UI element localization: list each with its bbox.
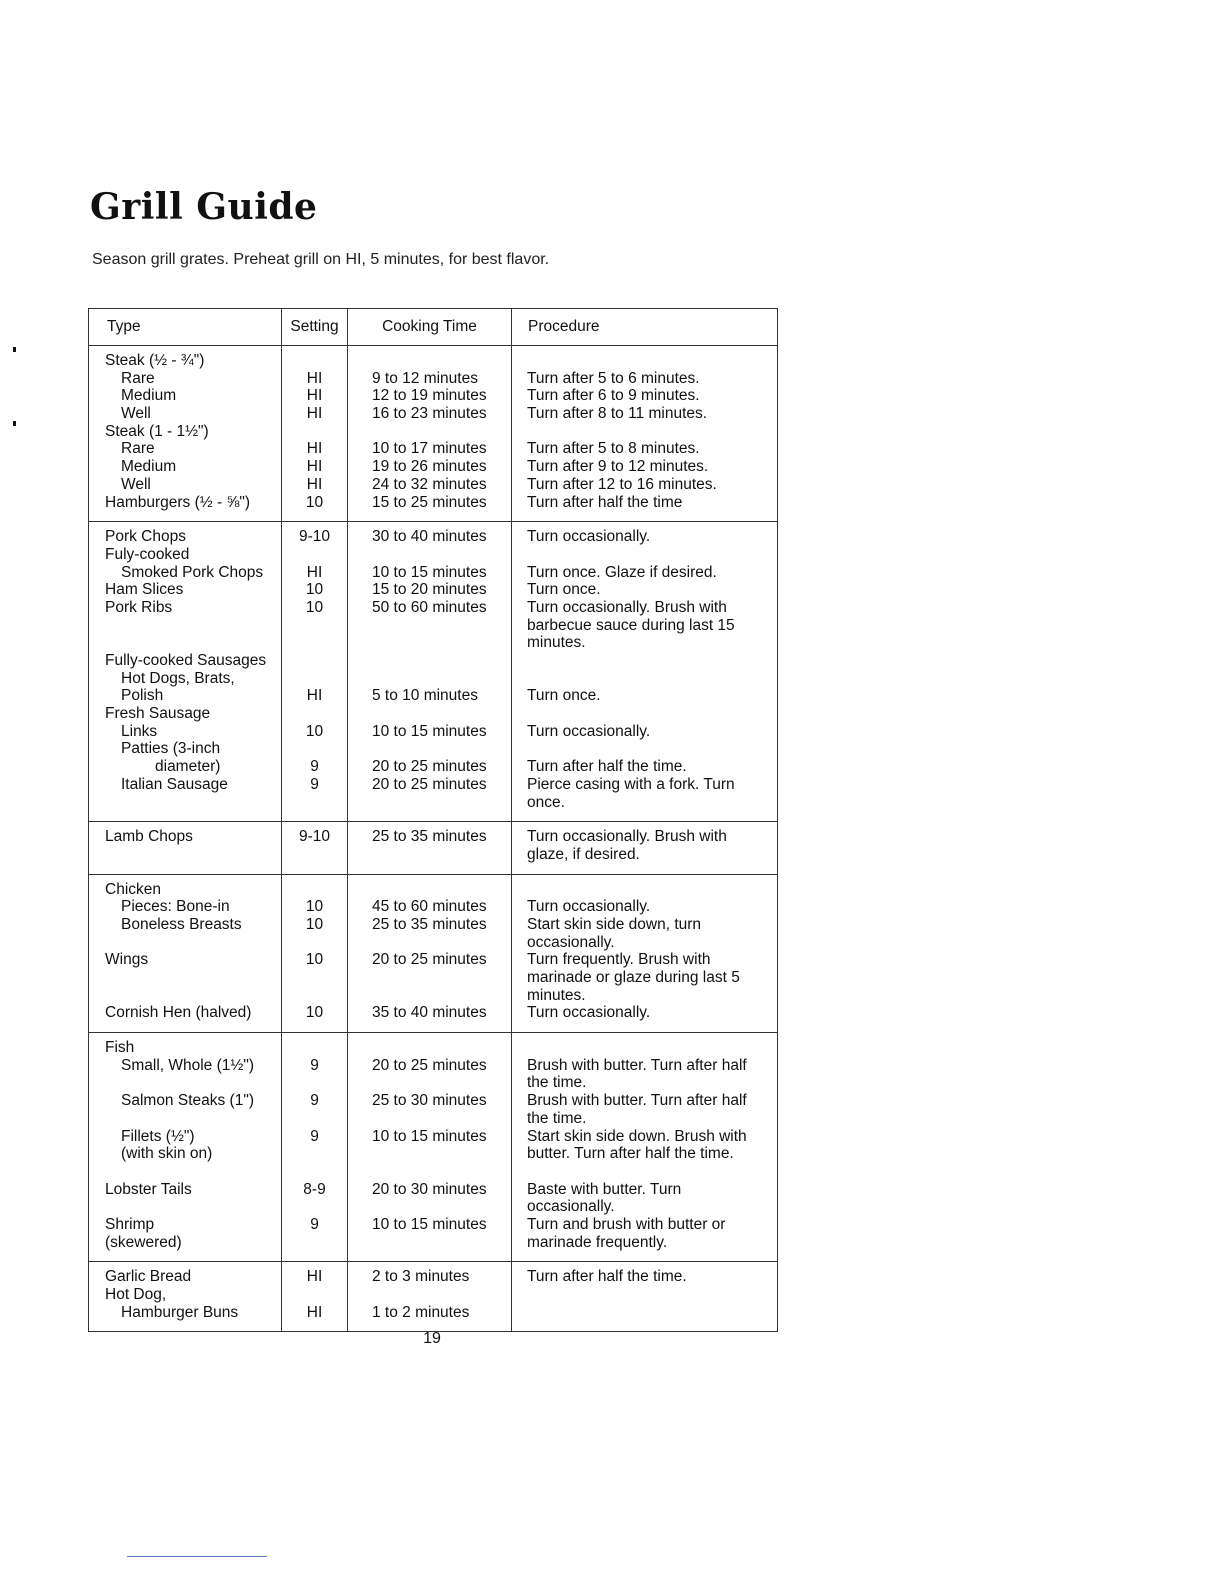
time-cell (348, 705, 511, 723)
time-cell (348, 634, 511, 652)
time-cell: 45 to 60 minutes (372, 898, 487, 916)
setting-column (281, 1033, 347, 1261)
type-cell: Small, Whole (1½") (121, 1056, 254, 1074)
type-cell (89, 1198, 281, 1216)
setting-cell: HI (306, 440, 323, 458)
procedure-cell: Turn occasionally. Brush with (527, 828, 727, 846)
page-title: Grill Guide (90, 186, 318, 228)
procedure-cell: minutes. (527, 634, 586, 652)
type-cell: Fully-cooked Sausages (105, 652, 267, 669)
time-cell: 15 to 20 minutes (372, 581, 487, 599)
type-cell: Fish (105, 1039, 135, 1057)
time-cell: 24 to 32 minutes (372, 475, 487, 493)
procedure-cell: Turn once. (527, 581, 601, 599)
time-cell (348, 969, 511, 987)
procedure-cell: the time. (527, 1074, 587, 1092)
time-cell: 20 to 25 minutes (372, 1056, 487, 1074)
setting-cell: HI (306, 563, 323, 581)
time-cell: 12 to 19 minutes (372, 387, 487, 405)
header-procedure: Procedure (511, 309, 777, 345)
setting-cell (282, 617, 347, 635)
setting-cell (282, 670, 347, 688)
type-cell: Smoked Pork Chops (121, 563, 264, 581)
type-cell: Links (121, 722, 158, 740)
setting-cell: 9 (310, 1215, 319, 1233)
time-cell: 10 to 17 minutes (372, 440, 487, 458)
setting-cell (282, 934, 347, 952)
type-cell: Lamb Chops (105, 828, 193, 846)
header-cooking-time: Cooking Time (347, 309, 511, 345)
procedure-cell: Turn occasionally. (527, 528, 651, 546)
table-header-row (89, 309, 777, 346)
setting-cell: 10 (305, 581, 324, 599)
setting-cell (282, 846, 347, 864)
type-cell: (with skin on) (121, 1145, 213, 1163)
time-cell (348, 846, 511, 864)
procedure-cell (512, 881, 777, 899)
time-cell: 20 to 25 minutes (372, 758, 487, 776)
procedure-cell: butter. Turn after half the time. (527, 1145, 734, 1163)
type-cell: Italian Sausage (121, 775, 228, 793)
procedure-column (511, 346, 777, 521)
procedure-cell (512, 1304, 777, 1322)
time-cell: 20 to 30 minutes (372, 1180, 487, 1198)
type-cell: Rare (121, 369, 155, 387)
setting-cell (282, 1234, 347, 1252)
type-cell: Patties (3-inch (121, 740, 221, 758)
type-cell: (skewered) (105, 1233, 182, 1251)
procedure-cell (512, 1163, 777, 1181)
setting-cell (282, 1286, 347, 1304)
type-column (89, 875, 281, 1033)
setting-cell (282, 652, 347, 670)
setting-cell: HI (306, 1268, 323, 1286)
setting-cell (282, 881, 347, 899)
time-cell: 19 to 26 minutes (372, 458, 487, 476)
procedure-cell: Pierce casing with a fork. Turn (527, 775, 735, 793)
setting-cell (282, 1145, 347, 1163)
time-cell (348, 1198, 511, 1216)
type-cell: Fillets (½") (121, 1127, 195, 1145)
time-cell: 16 to 23 minutes (372, 405, 487, 423)
time-cell: 20 to 25 minutes (372, 775, 487, 793)
procedure-cell (512, 352, 777, 370)
setting-column (281, 822, 347, 873)
header-type: Type (107, 318, 141, 335)
intro-text: Season grill grates. Preheat grill on HI, 5 minutes, for best flavor. (92, 251, 550, 268)
setting-cell: HI (306, 405, 323, 423)
margin-mark (13, 347, 16, 352)
setting-cell: 8-9 (303, 1180, 326, 1198)
type-cell: Cornish Hen (halved) (105, 1004, 252, 1022)
setting-cell (282, 969, 347, 987)
time-cell: 1 to 2 minutes (372, 1303, 470, 1321)
margin-mark (13, 421, 16, 426)
time-cell: 9 to 12 minutes (372, 369, 478, 387)
cooking-time-column (347, 822, 511, 873)
time-cell: 25 to 35 minutes (372, 915, 487, 933)
setting-cell (282, 794, 347, 812)
time-cell (348, 652, 511, 670)
type-cell: Hot Dogs, Brats, (121, 669, 235, 687)
time-cell (348, 546, 511, 564)
type-cell: Fuly-cooked (105, 545, 190, 563)
time-cell: 25 to 35 minutes (372, 828, 487, 846)
footer-rule (127, 1556, 267, 1557)
procedure-cell: Start skin side down, turn (527, 915, 702, 933)
procedure-cell (512, 546, 777, 564)
procedure-column (511, 522, 777, 821)
time-cell: 2 to 3 minutes (372, 1268, 470, 1286)
type-cell (89, 634, 281, 652)
setting-cell: HI (306, 1303, 323, 1321)
time-cell (348, 1145, 511, 1163)
cooking-time-column (347, 1033, 511, 1261)
time-cell: 25 to 30 minutes (372, 1092, 487, 1110)
type-cell: Ham Slices (105, 581, 184, 599)
type-cell (89, 1110, 281, 1128)
setting-cell: 9 (310, 775, 319, 793)
page-number: 19 (423, 1330, 441, 1347)
type-cell (89, 617, 281, 635)
procedure-cell: Turn after half the time (527, 493, 683, 511)
setting-column (281, 522, 347, 821)
type-cell: Boneless Breasts (121, 915, 242, 933)
setting-cell (282, 987, 347, 1005)
time-cell: 10 to 15 minutes (372, 563, 487, 581)
time-cell (348, 1074, 511, 1092)
type-cell: Pork Ribs (105, 598, 173, 616)
procedure-cell: barbecue sauce during last 15 (527, 616, 735, 634)
procedure-cell (512, 652, 777, 670)
time-cell (348, 1039, 511, 1057)
group-lamb (89, 822, 777, 874)
setting-cell: HI (306, 458, 323, 476)
time-cell (348, 352, 511, 370)
cooking-time-column (347, 1262, 511, 1331)
procedure-cell (512, 1286, 777, 1304)
setting-cell (282, 705, 347, 723)
type-cell: Hamburgers (½ - ⅝") (105, 493, 251, 511)
cooking-time-column (347, 522, 511, 821)
setting-cell: 10 (305, 915, 324, 933)
type-cell (89, 794, 281, 812)
type-column (89, 822, 281, 873)
procedure-cell: Turn once. (527, 687, 601, 705)
procedure-cell: once. (527, 793, 565, 811)
setting-cell (282, 1163, 347, 1181)
type-cell: Hamburger Buns (121, 1303, 239, 1321)
setting-cell: 9 (310, 1056, 319, 1074)
type-cell (89, 1074, 281, 1092)
procedure-cell: Turn after 12 to 16 minutes. (527, 475, 717, 493)
type-cell: Shrimp (105, 1215, 155, 1233)
procedure-cell: Brush with butter. Turn after half (527, 1092, 747, 1110)
procedure-cell: marinade or glaze during last 5 (527, 969, 740, 986)
time-cell: 50 to 60 minutes (372, 598, 487, 616)
setting-cell: HI (306, 475, 323, 493)
setting-cell (282, 546, 347, 564)
procedure-cell: Turn occasionally. (527, 898, 651, 916)
setting-cell: 9 (310, 1092, 319, 1110)
type-cell: Polish (121, 687, 164, 705)
setting-cell: 9 (310, 758, 319, 776)
type-cell: Well (121, 405, 151, 423)
setting-cell (282, 1074, 347, 1092)
setting-cell (282, 352, 347, 370)
setting-cell: 10 (305, 598, 324, 616)
type-cell: Medium (121, 387, 177, 405)
type-cell (89, 1163, 281, 1181)
type-cell: Pork Chops (105, 528, 186, 546)
procedure-cell: Turn after 5 to 6 minutes. (527, 369, 700, 387)
procedure-cell: Turn and brush with butter or (527, 1215, 726, 1233)
type-cell (89, 987, 281, 1005)
procedure-cell: glaze, if desired. (527, 845, 640, 863)
procedure-cell: Turn after 6 to 9 minutes. (527, 387, 700, 405)
cooking-time-column (347, 875, 511, 1033)
procedure-cell: Turn after 8 to 11 minutes. (527, 405, 708, 423)
procedure-cell: Turn occasionally. (527, 1004, 651, 1022)
procedure-column (511, 1262, 777, 1331)
time-cell (348, 423, 511, 441)
setting-cell: 10 (305, 898, 324, 916)
type-cell (89, 846, 281, 864)
procedure-cell (512, 423, 777, 441)
setting-cell: 10 (305, 1004, 324, 1022)
procedure-cell: Turn after half the time. (527, 1268, 687, 1286)
setting-cell: 9-10 (298, 828, 331, 846)
table-body (89, 346, 777, 1331)
procedure-cell (512, 705, 777, 723)
procedure-cell: Turn after 9 to 12 minutes. (527, 458, 709, 476)
time-cell (348, 1234, 511, 1252)
procedure-cell: Turn frequently. Brush with (527, 951, 711, 969)
procedure-cell: Baste with butter. Turn (527, 1180, 682, 1198)
type-cell: Wings (105, 951, 149, 969)
type-cell (89, 969, 281, 987)
type-cell: Chicken (105, 880, 161, 898)
setting-cell (282, 1110, 347, 1128)
procedure-column (511, 822, 777, 873)
time-cell: 10 to 15 minutes (372, 722, 487, 740)
setting-cell (282, 1039, 347, 1057)
type-column (89, 522, 281, 821)
time-cell (348, 1286, 511, 1304)
setting-column (281, 346, 347, 521)
type-column (89, 346, 281, 521)
procedure-cell: Turn after 5 to 8 minutes. (527, 440, 700, 458)
procedure-cell (512, 740, 777, 758)
type-cell: Salmon Steaks (1") (121, 1092, 254, 1110)
time-cell: 5 to 10 minutes (372, 687, 478, 705)
procedure-cell: occasionally. (527, 933, 615, 951)
setting-cell (282, 634, 347, 652)
procedure-cell (512, 1039, 777, 1057)
type-column (89, 1033, 281, 1261)
setting-cell: 10 (305, 722, 324, 740)
time-cell (348, 1163, 511, 1181)
time-cell (348, 617, 511, 635)
procedure-cell: marinade frequently. (527, 1233, 668, 1251)
time-cell (348, 987, 511, 1005)
type-cell (89, 934, 281, 952)
procedure-cell: Turn occasionally. Brush with (527, 598, 727, 616)
type-cell: Rare (121, 440, 155, 458)
type-cell: Hot Dog, (105, 1286, 167, 1303)
setting-cell (282, 740, 347, 758)
header-setting: Setting (281, 309, 347, 345)
time-cell: 10 to 15 minutes (372, 1215, 487, 1233)
setting-column (281, 1262, 347, 1331)
group-beef (89, 346, 777, 522)
type-cell: Steak (½ - ¾") (105, 352, 205, 369)
setting-cell: HI (306, 387, 323, 405)
setting-cell: 9-10 (298, 528, 331, 546)
group-pork (89, 522, 777, 822)
time-cell (348, 670, 511, 688)
time-cell (348, 1110, 511, 1128)
procedure-cell (512, 670, 777, 688)
type-cell: Pieces: Bone-in (121, 898, 230, 916)
procedure-column (511, 1033, 777, 1261)
group-chicken (89, 875, 777, 1034)
setting-column (281, 875, 347, 1033)
type-cell: Well (121, 475, 151, 493)
time-cell: 20 to 25 minutes (372, 951, 487, 969)
grill-guide-table (88, 308, 778, 1332)
setting-cell (282, 1198, 347, 1216)
procedure-cell: minutes. (527, 986, 586, 1004)
setting-cell: 10 (305, 951, 324, 969)
procedure-cell: Turn after half the time. (527, 758, 687, 776)
setting-cell: HI (306, 687, 323, 705)
type-cell: Fresh Sausage (105, 705, 211, 723)
time-cell: 35 to 40 minutes (372, 1004, 487, 1022)
setting-cell: 9 (310, 1127, 319, 1145)
type-cell: Garlic Bread (105, 1268, 192, 1286)
procedure-cell: Start skin side down. Brush with (527, 1127, 747, 1145)
group-seafood (89, 1033, 777, 1262)
procedure-cell: Turn once. Glaze if desired. (527, 563, 717, 581)
setting-cell (282, 423, 347, 441)
setting-cell: HI (306, 369, 323, 387)
type-cell: Steak (1 - 1½") (105, 422, 209, 440)
time-cell: 15 to 25 minutes (372, 493, 487, 511)
time-cell (348, 934, 511, 952)
type-column (89, 1262, 281, 1331)
group-bread (89, 1262, 777, 1331)
procedure-column (511, 875, 777, 1033)
time-cell: 10 to 15 minutes (372, 1127, 487, 1145)
time-cell (348, 794, 511, 812)
time-cell: 30 to 40 minutes (372, 528, 487, 546)
procedure-cell: Turn occasionally. (527, 722, 651, 740)
cooking-time-column (347, 346, 511, 521)
type-cell: Medium (121, 458, 177, 476)
procedure-cell: the time. (527, 1109, 587, 1127)
time-cell (348, 740, 511, 758)
setting-cell: 10 (305, 493, 324, 511)
procedure-cell: Brush with butter. Turn after half (527, 1056, 747, 1074)
time-cell (348, 881, 511, 899)
type-cell: Lobster Tails (105, 1180, 192, 1198)
procedure-cell: occasionally. (527, 1198, 615, 1216)
type-cell: diameter) (155, 758, 221, 776)
